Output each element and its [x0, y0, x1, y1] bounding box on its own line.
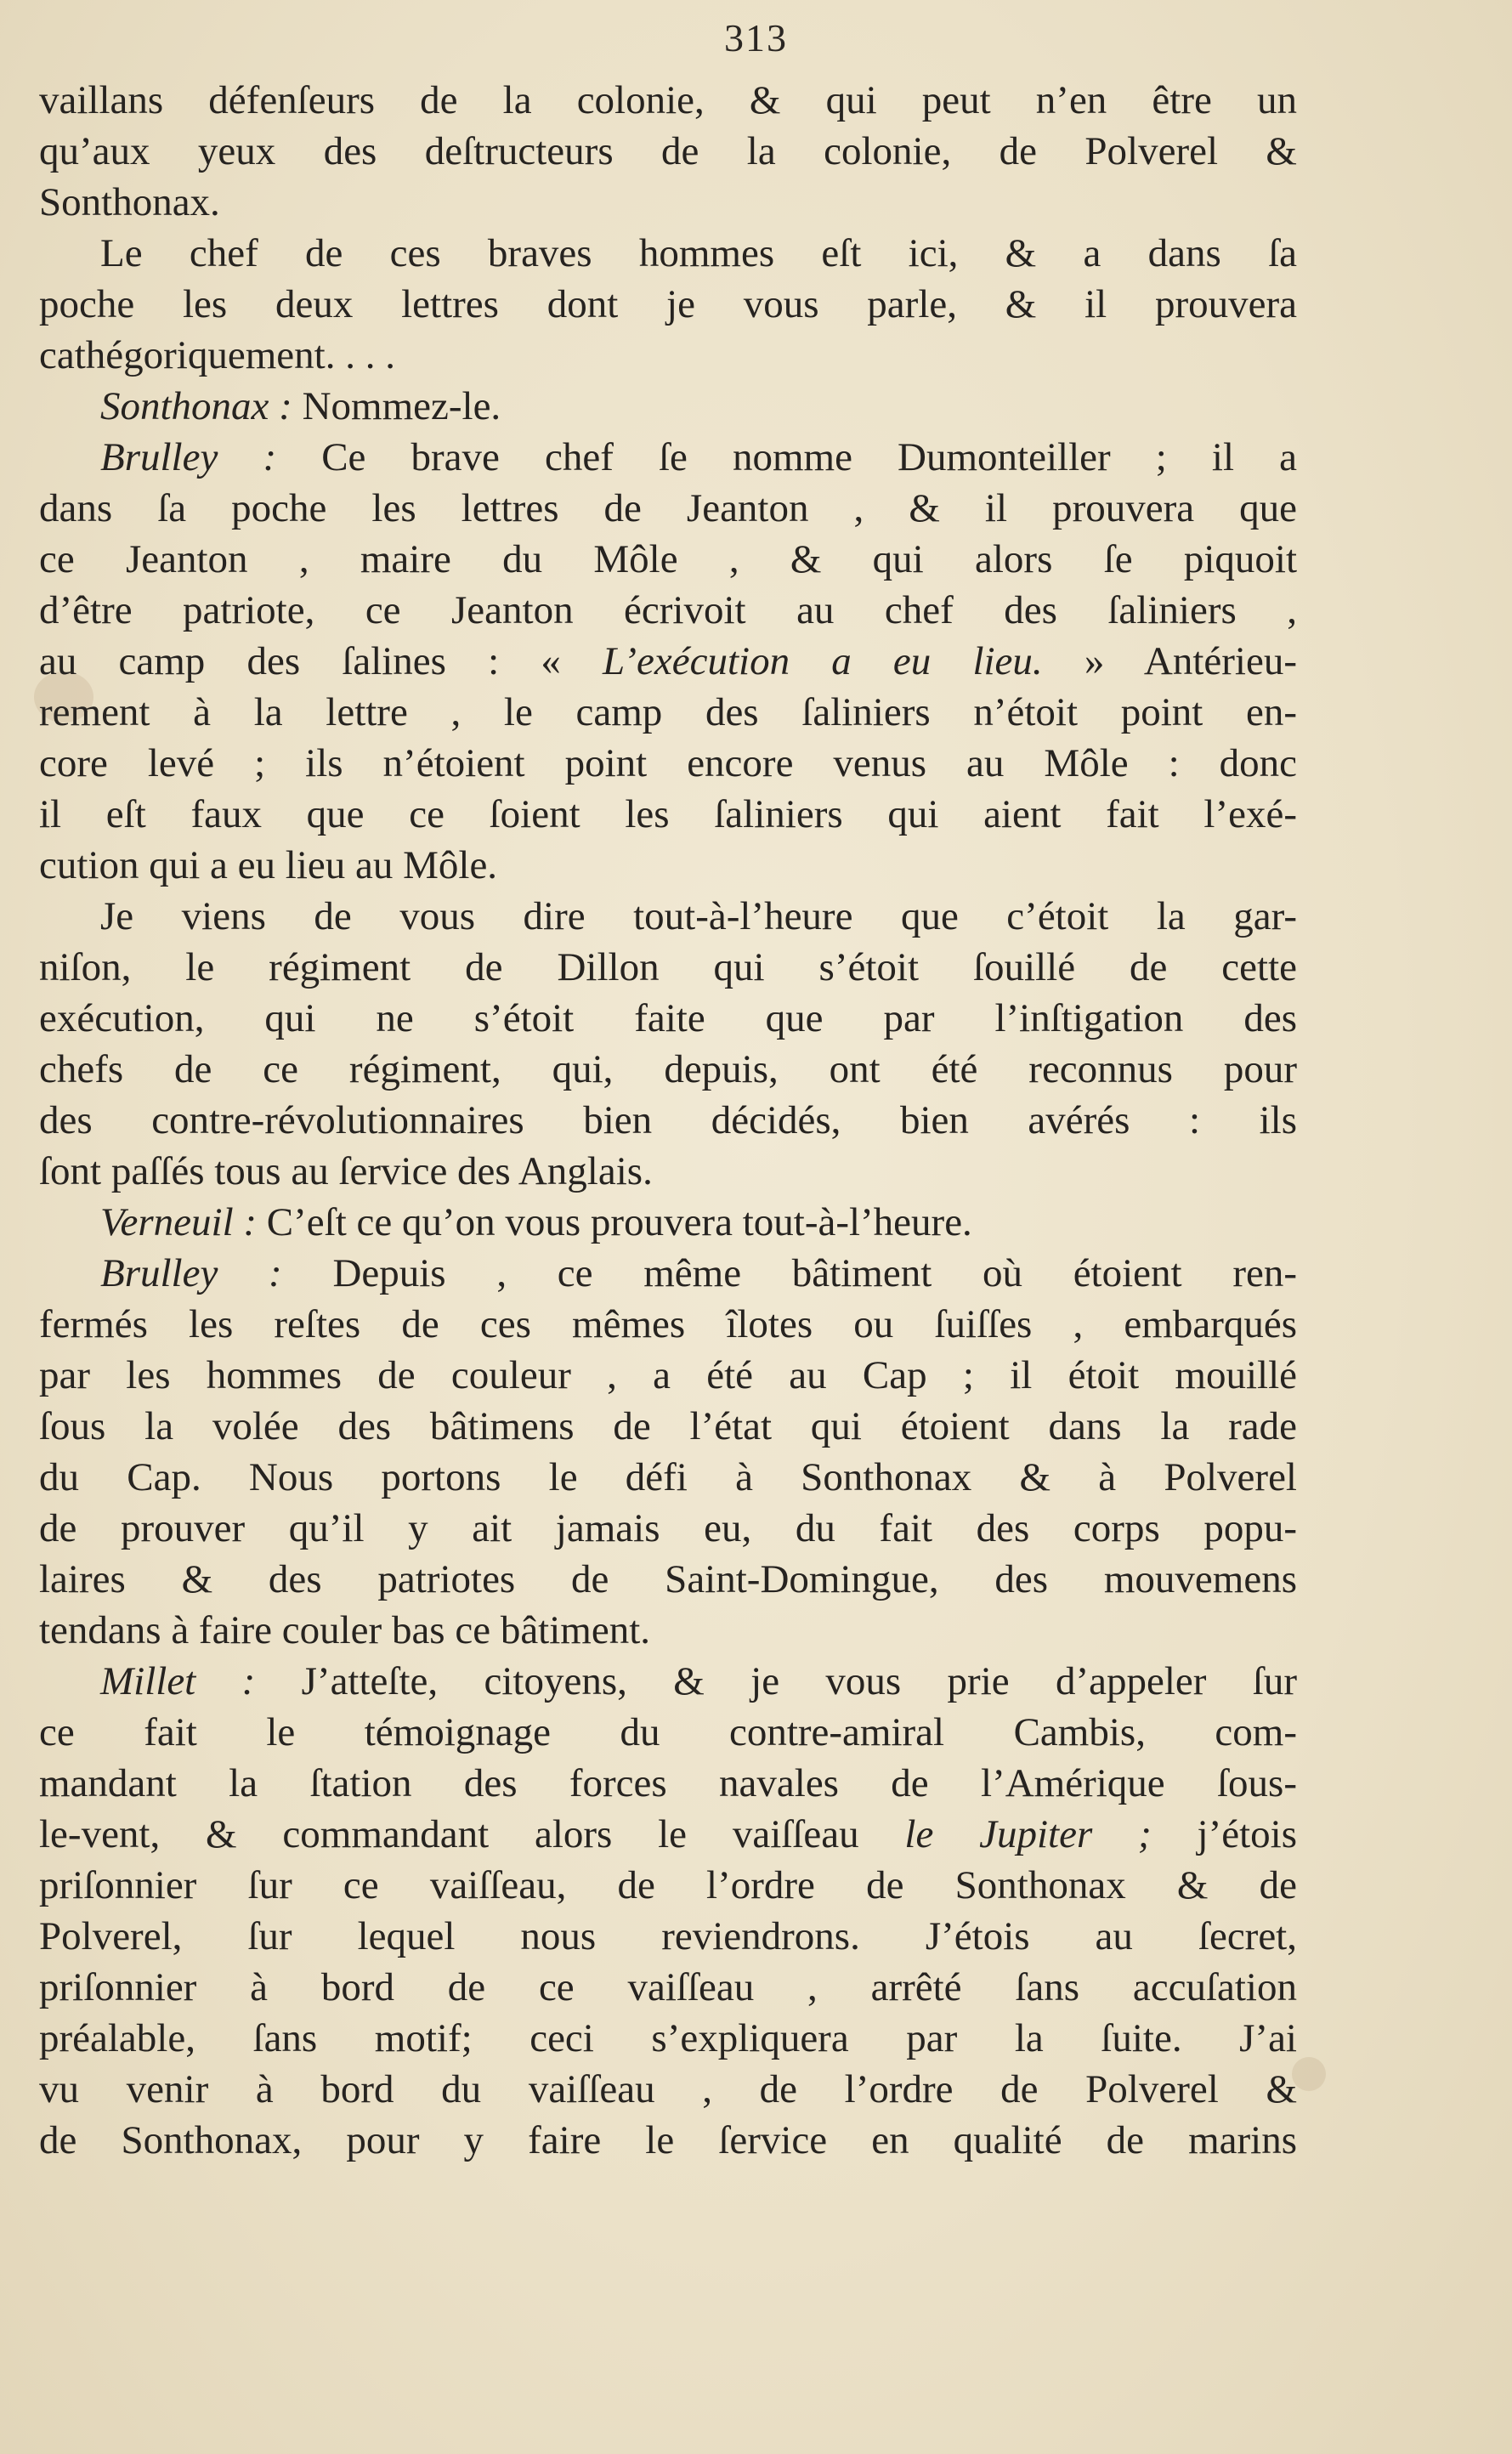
- line-text: par les hommes de couleur , a été au Cap ; il étoit mouillé: [39, 1353, 1297, 1397]
- text-line: [39, 1401, 1297, 1452]
- body-text: [39, 75, 1297, 2166]
- line-text: des contre-révolutionnaires bien décidés, bien avérés : ils: [39, 1098, 1297, 1142]
- line-text: cathégoriquement. . . .: [39, 333, 395, 377]
- text-line: [39, 381, 1297, 432]
- text-line: [39, 75, 1297, 126]
- line-text: ce fait le témoignage du contre-amiral Cambis, com-: [39, 1710, 1297, 1754]
- line-text: core levé ; ils n’étoient point encore venus au Môle : donc: [39, 741, 1297, 785]
- italic-text: L’exécution a eu lieu.: [603, 639, 1043, 683]
- speaker-name: Brulley :: [100, 1251, 282, 1295]
- text-line: [39, 228, 1297, 279]
- text-line: [39, 1911, 1297, 1962]
- text-line: [39, 687, 1297, 738]
- text-line: [39, 993, 1297, 1044]
- line-text: Je viens de vous dire tout-à-l’heure que c’étoit la gar-: [100, 894, 1297, 938]
- text-line: [39, 585, 1297, 636]
- line-text: tendans à faire couler bas ce bâtiment.: [39, 1608, 651, 1652]
- text-line: [39, 2064, 1297, 2115]
- line-text: fermés les reſtes de ces mêmes îlotes ou ſuiſſes , embarqués: [39, 1302, 1297, 1346]
- text-line: [39, 1095, 1297, 1146]
- text-line: [39, 1350, 1297, 1401]
- speaker-name: Verneuil :: [100, 1200, 258, 1244]
- text-line: [39, 1860, 1297, 1911]
- line-text: Sonthonax.: [39, 180, 220, 224]
- text-line: [39, 1962, 1297, 2013]
- text-line: [39, 942, 1297, 993]
- line-text: chefs de ce régiment, qui, depuis, ont été reconnus pour: [39, 1047, 1297, 1091]
- line-text: j’étois: [1151, 1812, 1297, 1856]
- text-line: [39, 1248, 1297, 1299]
- line-text: vaillans défenſeurs de la colonie, & qui peut n’en être un: [39, 78, 1297, 122]
- speaker-name: Brulley :: [100, 435, 277, 479]
- line-text: du Cap. Nous portons le défi à Sonthonax & à Polverel: [39, 1455, 1297, 1499]
- text-line: [39, 177, 1297, 228]
- line-text: rement à la lettre , le camp des ſaliniers n’étoit point en-: [39, 690, 1297, 734]
- text-line: [39, 891, 1297, 942]
- text-line: [39, 789, 1297, 840]
- text-line: [39, 1197, 1297, 1248]
- text-line: [39, 1605, 1297, 1656]
- line-text: priſonnier ſur ce vaiſſeau, de l’ordre de Sonthonax & de: [39, 1863, 1297, 1907]
- speaker-name: Sonthonax :: [100, 384, 292, 428]
- text-line: [39, 2115, 1297, 2166]
- line-text: J’atteſte, citoyens, & je vous prie d’appeler ſur: [255, 1659, 1297, 1703]
- line-text: Depuis , ce même bâtiment où étoient ren-: [281, 1251, 1297, 1295]
- text-line: [39, 1758, 1297, 1809]
- line-text: il eſt faux que ce ſoient les ſaliniers qui aient fait l’exé-: [39, 792, 1297, 836]
- text-line: [39, 330, 1297, 381]
- line-text: » Antérieu-: [1042, 639, 1297, 683]
- text-line: [39, 1452, 1297, 1503]
- page-number: 313: [724, 16, 788, 60]
- line-text: niſon, le régiment de Dillon qui s’étoit ſouillé de cette: [39, 945, 1297, 989]
- line-text: dans ſa poche les lettres de Jeanton , & il prouvera que: [39, 486, 1297, 530]
- text-line: [39, 534, 1297, 585]
- text-line: [39, 1656, 1297, 1707]
- line-text: de Sonthonax, pour y faire le ſervice en qualité de marins: [39, 2118, 1297, 2162]
- text-line: [39, 1707, 1297, 1758]
- line-text: C’eſt ce qu’on vous prouvera tout-à-l’heure.: [257, 1200, 972, 1244]
- line-text: Nommez-le.: [292, 384, 501, 428]
- line-text: mandant la ſtation des forces navales de l’Amérique ſous-: [39, 1761, 1297, 1805]
- text-line: [39, 279, 1297, 330]
- text-line: [39, 840, 1297, 891]
- line-text: de prouver qu’il y ait jamais eu, du fait des corps popu-: [39, 1506, 1297, 1550]
- line-text: préalable, ſans motif; ceci s’expliquera par la ſuite. J’ai: [39, 2016, 1297, 2060]
- line-text: Le chef de ces braves hommes eſt ici, & a dans ſa: [100, 231, 1297, 275]
- line-text: vu venir à bord du vaiſſeau , de l’ordre de Polverel &: [39, 2067, 1297, 2111]
- italic-text: le Jupiter ;: [904, 1812, 1152, 1856]
- line-text: poche les deux lettres dont je vous parle, & il prouvera: [39, 282, 1297, 326]
- line-text: ſous la volée des bâtimens de l’état qui étoient dans la rade: [39, 1404, 1297, 1448]
- text-line: [39, 636, 1297, 687]
- line-text: qu’aux yeux des deſtructeurs de la colonie, de Polverel &: [39, 129, 1297, 173]
- line-text: ce Jeanton , maire du Môle , & qui alors ſe piquoit: [39, 537, 1297, 581]
- line-text: priſonnier à bord de ce vaiſſeau , arrêté ſans accuſation: [39, 1965, 1297, 2009]
- text-line: [39, 1503, 1297, 1554]
- line-text: Polverel, ſur lequel nous reviendrons. J’étois au ſecret,: [39, 1914, 1297, 1958]
- line-text: d’être patriote, ce Jeanton écrivoit au chef des ſaliniers ,: [39, 588, 1297, 632]
- paper-stain: [1292, 2057, 1326, 2091]
- text-line: [39, 1554, 1297, 1605]
- line-text: laires & des patriotes de Saint-Domingue, des mouvemens: [39, 1557, 1297, 1601]
- text-line: [39, 1146, 1297, 1197]
- text-line: [39, 2013, 1297, 2064]
- text-line: [39, 1809, 1297, 1860]
- text-line: [39, 1044, 1297, 1095]
- text-line: [39, 738, 1297, 789]
- text-line: [39, 126, 1297, 177]
- speaker-name: Millet :: [100, 1659, 256, 1703]
- text-line: [39, 432, 1297, 483]
- line-text: cution qui a eu lieu au Môle.: [39, 843, 498, 887]
- line-text: le-vent, & commandant alors le vaiſſeau: [39, 1812, 905, 1856]
- text-line: [39, 1299, 1297, 1350]
- line-text: exécution, qui ne s’étoit faite que par l’inſtigation des: [39, 996, 1297, 1040]
- text-line: [39, 483, 1297, 534]
- line-text: au camp des ſalines : «: [39, 639, 603, 683]
- line-text: Ce brave chef ſe nomme Dumonteiller ; il a: [276, 435, 1297, 479]
- line-text: ſont paſſés tous au ſervice des Anglais.: [39, 1149, 653, 1193]
